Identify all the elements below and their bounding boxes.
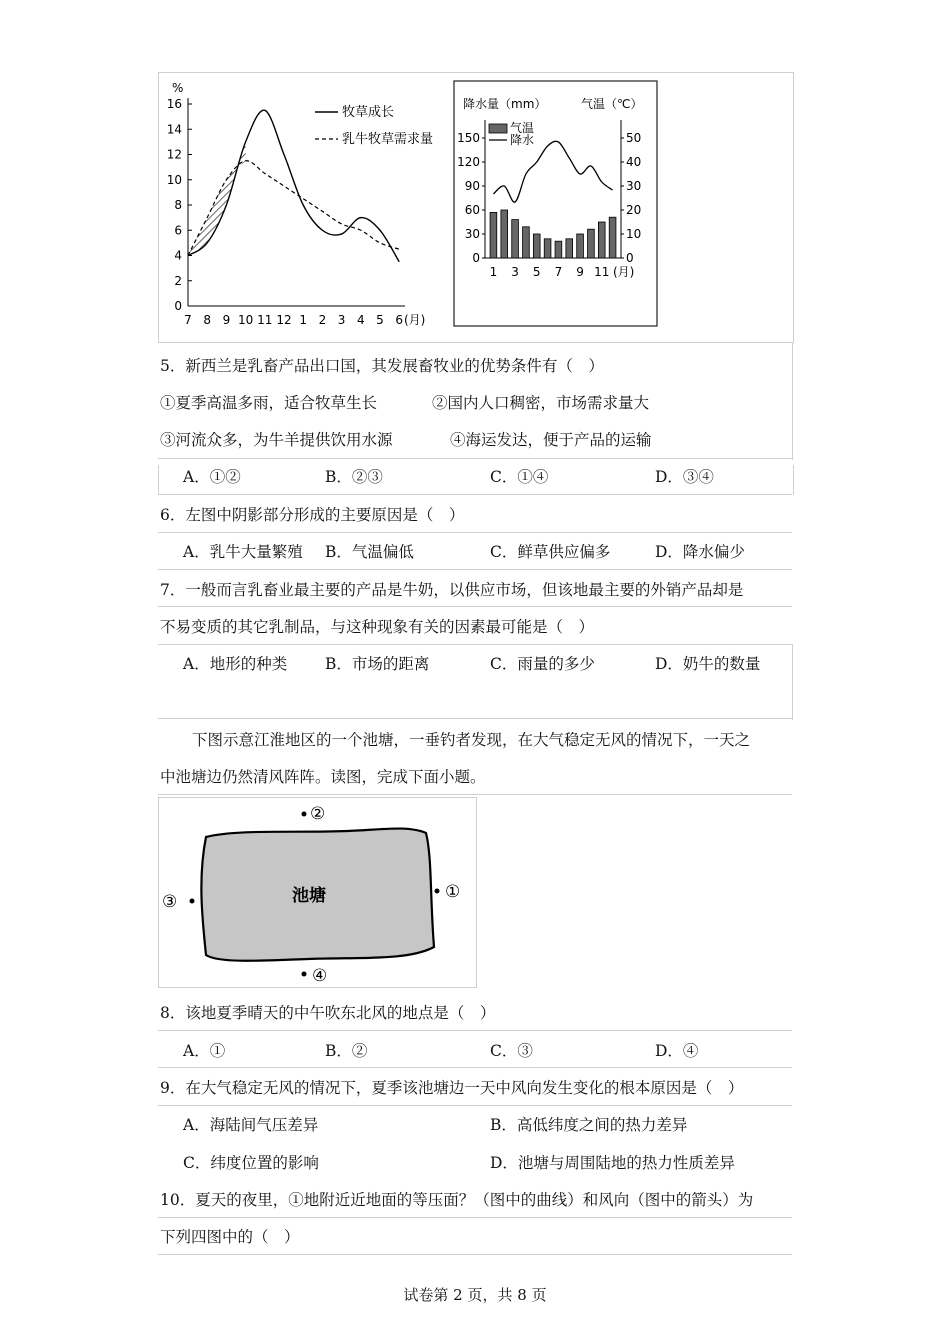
q5-statement-2: ②国内人口稠密，市场需求量大 xyxy=(432,394,650,412)
q7-option-b[interactable]: B．市场的距离 xyxy=(325,655,430,673)
question-10-line-1: 10．夏天的夜里，①地附近近地面的等压面？（图中的曲线）和风向（图中的箭头）为 xyxy=(160,1191,754,1209)
point-3-dot xyxy=(190,899,195,904)
right-axis-label: 气温（℃） xyxy=(581,97,643,111)
x-tick-label: 1 xyxy=(299,313,308,327)
question-10-line-2: 下列四图中的（ ） xyxy=(160,1228,300,1246)
row-border xyxy=(158,1254,792,1255)
temp-bar xyxy=(512,220,519,258)
left-chart xyxy=(160,76,450,338)
q5-option-d[interactable]: D．③④ xyxy=(655,468,714,486)
q6-option-a[interactable]: A．乳牛大量繁殖 xyxy=(183,543,303,561)
q6-option-d[interactable]: D．降水偏少 xyxy=(655,543,745,561)
question-8: 8．该地夏季晴天的中午吹东北风的地点是（ ） xyxy=(160,1004,496,1022)
x-tick-label: 1 xyxy=(489,265,498,279)
q8-option-a[interactable]: A．① xyxy=(183,1042,226,1060)
pond-figure xyxy=(158,797,478,989)
row-border xyxy=(158,794,792,795)
left-axis-label: 降水量（mm） xyxy=(463,97,547,111)
row-border xyxy=(158,606,792,607)
q9-option-a[interactable]: A．海陆间气压差异 xyxy=(183,1116,319,1134)
legend-dashed-label: 乳牛牧草需求量 xyxy=(342,132,434,147)
row-border xyxy=(158,1105,792,1106)
x-unit: (月) xyxy=(613,265,635,279)
point-3-label: ③ xyxy=(162,892,178,912)
y-tick-label: 2 xyxy=(174,273,182,288)
x-tick-label: 9 xyxy=(576,265,584,279)
temp-bar xyxy=(490,212,497,258)
row-border xyxy=(158,1067,792,1068)
x-tick-label: 7 xyxy=(554,265,563,279)
q5-option-a[interactable]: A．①② xyxy=(183,468,241,486)
row-border xyxy=(792,644,793,720)
y-tick-label: 0 xyxy=(174,299,182,313)
y-tick-label: 14 xyxy=(166,122,182,137)
right-tick-label: 30 xyxy=(626,179,642,193)
row-border xyxy=(158,465,159,495)
row-border xyxy=(793,465,794,495)
y-tick-label: 10 xyxy=(166,172,182,187)
y-tick-label: 4 xyxy=(174,248,182,263)
q9-option-d[interactable]: D．池塘与周围陆地的热力性质差异 xyxy=(490,1154,735,1172)
row-border xyxy=(792,342,793,460)
q5-statement-3: ③河流众多，为牛羊提供饮用水源 xyxy=(160,431,393,449)
question-7-line-2: 不易变质的其它乳制品，与这种现象有关的因素最可能是（ ） xyxy=(160,618,595,636)
temp-bar xyxy=(555,241,562,258)
q9-option-b[interactable]: B．高低纬度之间的热力差异 xyxy=(490,1116,688,1134)
left-tick-label: 0 xyxy=(472,251,480,265)
q8-option-b[interactable]: B．② xyxy=(325,1042,368,1060)
x-tick-label: 5 xyxy=(376,313,384,327)
question-7-line-1: 7．一般而言乳畜业最主要的产品是牛奶，以供应市场，但该地最主要的外销产品却是 xyxy=(160,581,744,599)
temp-bar xyxy=(566,239,573,258)
right-tick-label: 20 xyxy=(626,203,642,217)
pond-label: 池塘 xyxy=(292,886,326,906)
x-tick-label: 11 xyxy=(594,265,610,279)
q8-option-c[interactable]: C．③ xyxy=(490,1042,533,1060)
row-border xyxy=(158,1217,792,1218)
x-unit: (月) xyxy=(404,313,426,327)
x-tick-label: 6 xyxy=(395,313,404,327)
right-tick-label: 50 xyxy=(626,131,642,145)
temp-bar xyxy=(588,229,595,258)
row-border xyxy=(158,569,792,570)
q7-option-d[interactable]: D．奶牛的数量 xyxy=(655,655,761,673)
q5-statement-1: ①夏季高温多雨，适合牧草生长 xyxy=(160,394,378,412)
question-6: 6．左图中阴影部分形成的主要原因是（ ） xyxy=(160,506,465,524)
row-border xyxy=(158,644,792,645)
q6-option-b[interactable]: B．气温偏低 xyxy=(325,543,414,561)
x-tick-label: 10 xyxy=(237,313,254,327)
right-tick-label: 0 xyxy=(626,251,634,265)
x-tick-label: 9 xyxy=(222,313,231,327)
right-tick-label: 40 xyxy=(626,155,642,169)
x-tick-label: 8 xyxy=(203,313,212,327)
left-tick-label: 150 xyxy=(457,131,480,145)
question-9: 9．在大气稳定无风的情况下，夏季该池塘边一天中风向发生变化的根本原因是（ ） xyxy=(160,1079,744,1097)
point-1-dot xyxy=(435,889,440,894)
row-border xyxy=(158,1030,792,1031)
q5-option-c[interactable]: C．①④ xyxy=(490,468,549,486)
q9-option-c[interactable]: C．纬度位置的影响 xyxy=(183,1154,319,1172)
question-5: 5．新西兰是乳畜产品出口国，其发展畜牧业的优势条件有（ ） xyxy=(160,357,604,375)
row-border xyxy=(158,342,792,343)
temp-bar xyxy=(598,222,605,258)
point-4-label: ④ xyxy=(312,966,328,986)
temp-bar xyxy=(577,234,584,258)
q5-statement-4: ④海运发达，便于产品的运输 xyxy=(450,431,652,449)
y-tick-label: 8 xyxy=(174,198,182,212)
legend-solid-label: 牧草成长 xyxy=(342,105,395,120)
row-border xyxy=(158,718,792,719)
right-chart xyxy=(453,80,659,328)
precip-line xyxy=(493,141,612,202)
left-tick-label: 120 xyxy=(457,155,480,169)
row-border xyxy=(158,532,792,533)
legend-bar-label: 气温 xyxy=(510,121,535,135)
intro-line-1: 下图示意江淮地区的一个池塘，一垂钓者发现，在大气稳定无风的情况下，一天之 xyxy=(192,731,751,749)
x-tick-label: 3 xyxy=(511,265,519,279)
point-2-label: ② xyxy=(310,804,326,824)
right-tick-label: 10 xyxy=(626,227,642,241)
legend-bar-swatch xyxy=(489,124,507,133)
row-border xyxy=(158,494,792,495)
x-tick-label: 5 xyxy=(532,265,541,279)
left-tick-label: 30 xyxy=(464,227,480,241)
left-tick-label: 90 xyxy=(464,179,480,193)
row-border xyxy=(158,458,792,459)
q8-option-d[interactable]: D．④ xyxy=(655,1042,699,1060)
x-tick-label: 12 xyxy=(276,313,292,327)
x-tick-label: 2 xyxy=(318,313,327,327)
y-unit: % xyxy=(172,81,184,95)
x-tick-label: 7 xyxy=(184,313,192,327)
point-1-label: ① xyxy=(445,882,461,902)
q7-option-c[interactable]: C．雨量的多少 xyxy=(490,655,595,673)
temp-bar xyxy=(523,227,530,258)
page-footer: 试卷第 2 页，共 8 页 xyxy=(403,1286,547,1304)
temp-bar xyxy=(609,217,616,258)
y-tick-label: 6 xyxy=(174,223,182,238)
intro-line-2: 中池塘边仍然清风阵阵。读图，完成下面小题。 xyxy=(160,768,486,786)
q6-option-c[interactable]: C．鲜草供应偏多 xyxy=(490,543,611,561)
x-tick-label: 3 xyxy=(337,313,346,327)
q7-option-a[interactable]: A．地形的种类 xyxy=(183,655,288,673)
temp-bar xyxy=(501,210,508,258)
q5-option-b[interactable]: B．②③ xyxy=(325,468,383,486)
temp-bar xyxy=(544,239,551,258)
x-tick-label: 4 xyxy=(356,313,365,327)
point-4-dot xyxy=(302,972,307,977)
legend-line-label: 降水 xyxy=(510,133,535,147)
y-tick-label: 16 xyxy=(166,97,182,111)
x-tick-label: 11 xyxy=(257,313,273,327)
point-2-dot xyxy=(302,812,307,817)
temp-bar xyxy=(533,234,540,258)
y-tick-label: 12 xyxy=(166,147,182,162)
left-tick-label: 60 xyxy=(464,203,480,217)
